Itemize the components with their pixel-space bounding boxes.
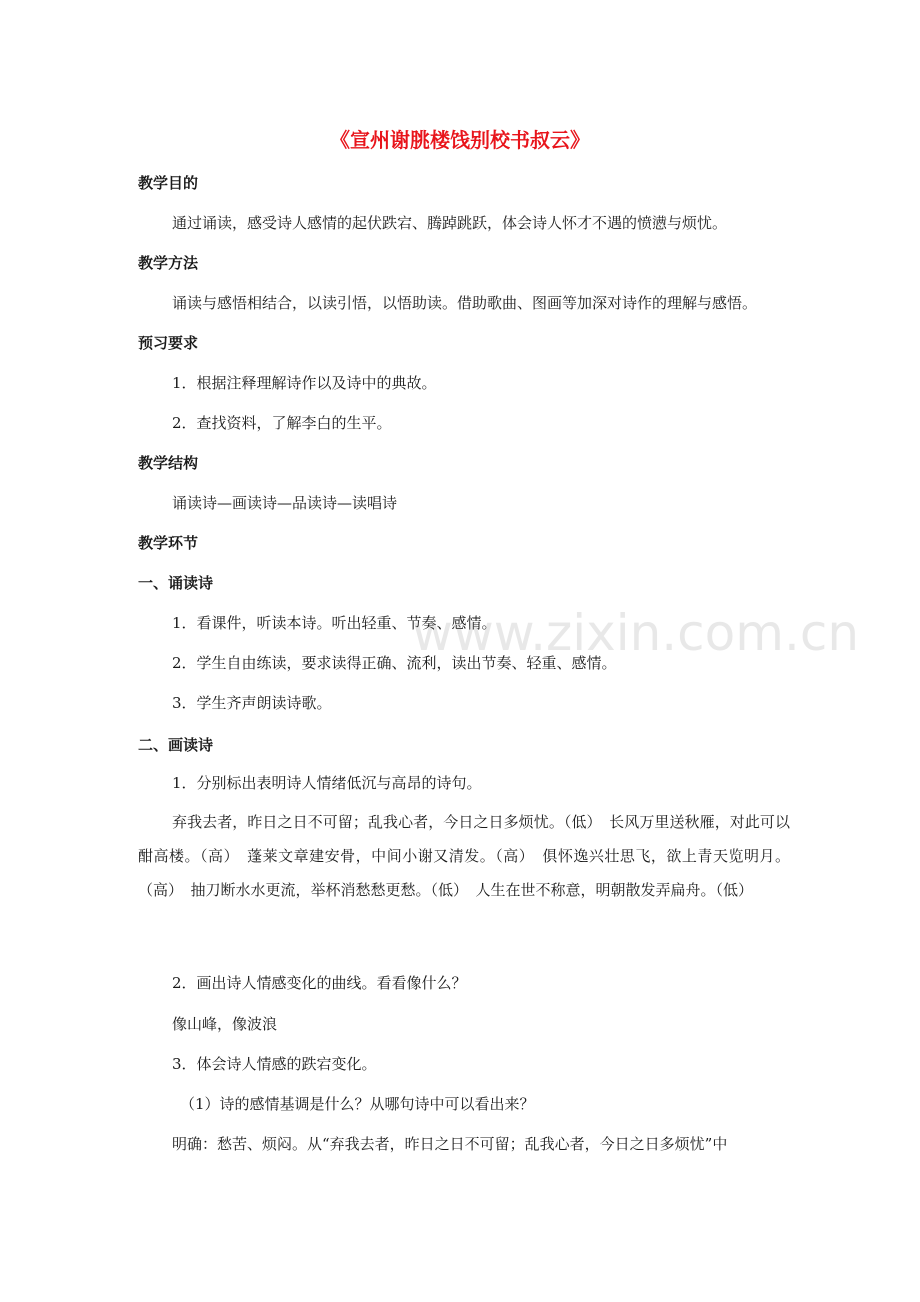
preview-heading: 预习要求 (138, 334, 199, 352)
document-title: 《宣州谢朓楼饯别校书叔云》 (330, 128, 590, 152)
poem-paragraph: 弃我去者，昨日之日不可留；乱我心者，今日之日多烦忧。（低） 长风万里送秋雁，对此可以酣高楼。（高） 蓬莱文章建安骨，中间小谢又清发。（高） 俱怀逸兴壮思飞，欲上青天览明月。（高） 抽刀断水水更流，举杯消愁愁更愁。（低） 人生在世不称意，明朝散发弄扁舟。（低） (138, 813, 790, 899)
structure-text: 诵读诗—画读诗—品读诗—读唱诗 (172, 494, 398, 512)
part2-item-2: 2．画出诗人情感变化的曲线。看看像什么？ (172, 974, 467, 992)
part2-answer-2: 像山峰，像波浪 (172, 1015, 278, 1033)
method-text: 诵读与感悟相结合，以读引悟，以悟助读。借助歌曲、图画等加深对诗作的理解与感悟。 (172, 294, 758, 312)
watermark: www.zixin.com.cn (412, 604, 860, 662)
steps-heading: 教学环节 (138, 534, 199, 552)
answer-1: 明确：愁苦、烦闷。从“弃我去者，昨日之日不可留；乱我心者，今日之日多烦忧”中 (172, 1135, 728, 1153)
preview-item-1: 1．根据注释理解诗作以及诗中的典故。 (172, 374, 437, 392)
part2-item-1: 1．分别标出表明诗人情绪低沉与高昂的诗句。 (172, 774, 482, 792)
goal-heading: 教学目的 (138, 174, 199, 192)
part1-heading: 一、诵读诗 (138, 574, 214, 592)
part2-item-3: 3．体会诗人情感的跌宕变化。 (172, 1055, 377, 1073)
preview-item-2: 2．查找资料，了解李白的生平。 (172, 414, 392, 432)
method-heading: 教学方法 (138, 254, 199, 272)
part1-item-3: 3．学生齐声朗读诗歌。 (172, 694, 332, 712)
part2-heading: 二、画读诗 (138, 736, 214, 754)
question-1: （1）诗的感情基调是什么？从哪句诗中可以看出来？ (180, 1095, 535, 1113)
structure-heading: 教学结构 (138, 454, 199, 472)
part1-item-2: 2．学生自由练读，要求读得正确、流利，读出节奏、轻重、感情。 (172, 654, 617, 672)
goal-text: 通过诵读，感受诗人感情的起伏跌宕、腾踔跳跃，体会诗人怀才不遇的愤懑与烦忧。 (172, 214, 728, 232)
part1-item-1: 1．看课件，听读本诗。听出轻重、节奏、感情。 (172, 614, 497, 632)
